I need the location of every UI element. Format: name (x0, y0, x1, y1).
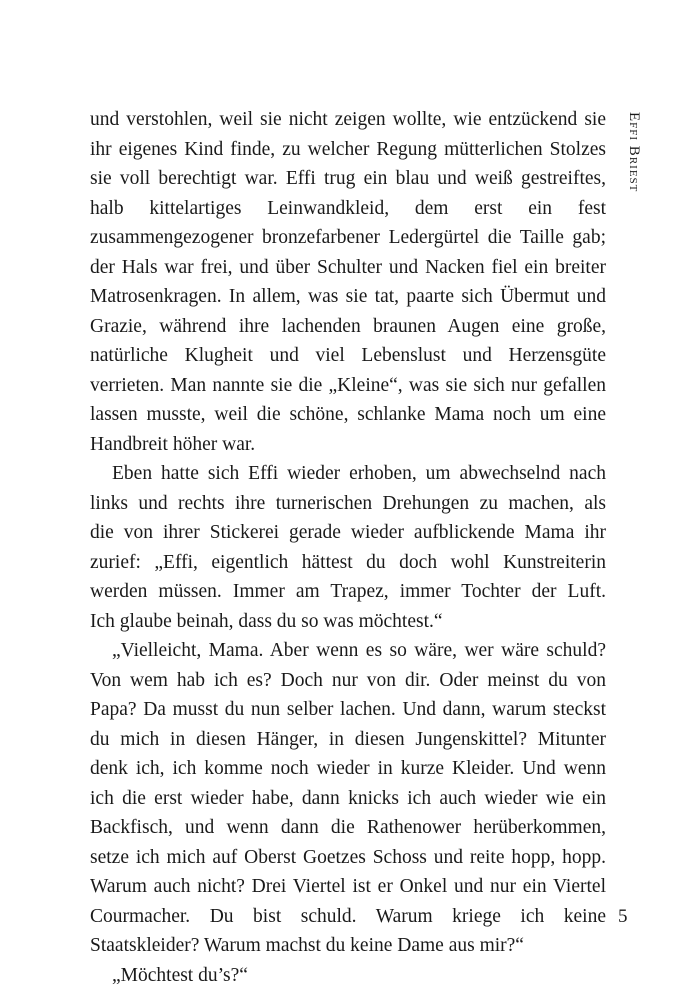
body-text (90, 105, 606, 990)
text-line: die von ihrer Stickerei gerade wieder aufblickende Mama ihr (90, 522, 606, 543)
text-line: denk ich, ich komme noch wieder in kurze Kleider. Und wenn (90, 758, 606, 779)
text-line: Von wem hab ich es? Doch nur von dir. Oder meinst du von (90, 669, 606, 691)
text-line: der Hals war frei, und über Schulter und Nacken fiel ein breiter (90, 256, 606, 278)
text-line: ich die erst wieder habe, dann knicks ich auch wieder wie ein (90, 787, 606, 809)
text-line: Papa? Da musst du nun selber lachen. Und dann, warum steckst (90, 699, 606, 720)
text-line: Courmacher. Du bist schuld. Warum kriege ich keine (90, 905, 606, 927)
text-line: werden müssen. Immer am Trapez, immer Tochter der Luft. (90, 581, 606, 602)
text-line: Staatskleider? Warum machst du keine Dame aus mir?“ (90, 935, 524, 956)
text-line: links und rechts ihre turnerischen Drehungen zu machen, als (90, 492, 606, 514)
text-line: verrieten. Man nannte sie die „Kleine“, was sie sich nur gefallen (90, 374, 606, 396)
text-line: Backfisch, und wenn dann die Rathenower herüberkommen, (90, 817, 606, 838)
text-line: sie voll berechtigt war. Effi trug ein blau und weiß gestreiftes, (90, 168, 606, 189)
text-line: ihr eigenes Kind finde, zu welcher Regung mütterlichen Stolzes (90, 138, 606, 160)
text-line: du mich in diesen Hänger, in diesen Jungenskittel? Mitunter (90, 728, 606, 750)
page-number: 5 (618, 906, 628, 927)
text-line: Warum auch nicht? Drei Viertel ist er Onkel und nur ein Viertel (90, 876, 606, 897)
text-line: halb kittelartiges Leinwandkleid, dem erst ein fest (90, 197, 606, 219)
text-line: zusammengezogener bronzefarbener Ledergürtel die Taille gab; (90, 227, 606, 248)
text-line: Handbreit höher war. (90, 433, 256, 455)
text-line: setze ich mich auf Oberst Goetzes Schoss und reite hopp, hopp. (90, 846, 606, 868)
text-line: „Möchtest du’s?“ (112, 964, 248, 986)
text-line: Eben hatte sich Effi wieder erhoben, um abwechselnd nach (112, 463, 606, 484)
text-line: Matrosenkragen. In allem, was sie tat, paarte sich Übermut und (90, 286, 606, 307)
text-line: Ich glaube beinah, dass du so was möchtest.“ (90, 610, 443, 632)
text-line: Grazie, während ihre lachenden braunen Augen eine große, (90, 315, 606, 337)
text-line: zurief: „Effi, eigentlich hättest du doch wohl Kunstreiterin (90, 551, 606, 573)
text-line: „Vielleicht, Mama. Aber wenn es so wäre, wer wäre schuld? (112, 640, 606, 661)
running-header: Effi Briest (626, 112, 642, 193)
text-line: lassen musste, weil die schöne, schlanke Mama noch um eine (90, 404, 606, 425)
text-line: natürliche Klugheit und viel Lebenslust und Herzensgüte (90, 345, 606, 366)
text-line: und verstohlen, weil sie nicht zeigen wollte, wie entzückend sie (90, 109, 606, 130)
